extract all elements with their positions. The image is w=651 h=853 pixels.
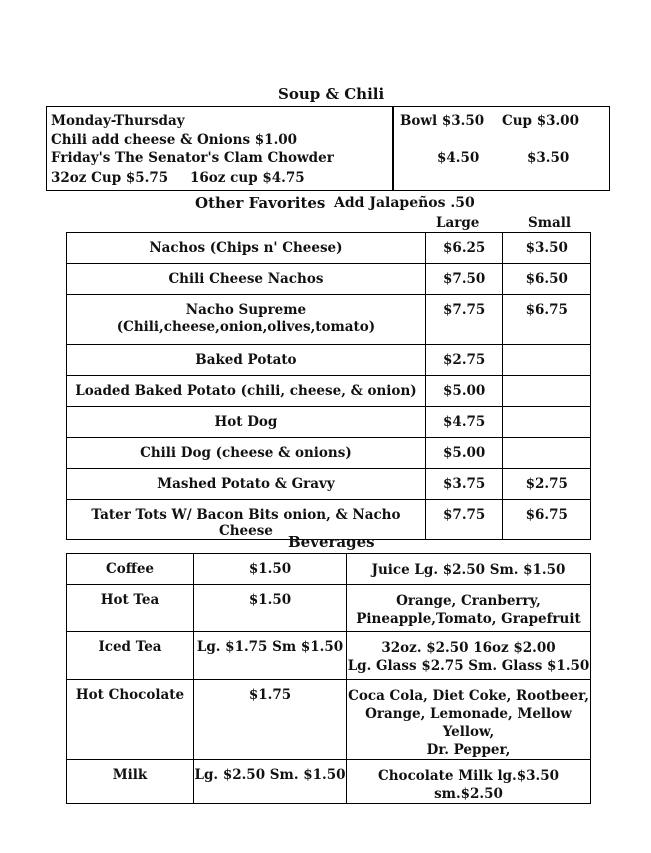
beverage-name-cell: Milk [67,760,194,804]
item-cell: Chili Dog (cheese & onions) [67,438,426,469]
item-cell: Chili Cheese Nachos [67,264,426,295]
soup-line-chowder: Friday's The Senator's Clam Chowder [51,150,334,166]
large-price-cell: $3.75 [425,469,503,500]
large-price-cell: $7.75 [425,295,503,345]
beverage-name-cell: Hot Chocolate [67,680,194,760]
large-price-cell: $6.25 [425,233,503,264]
small-price-cell: $6.75 [503,500,591,540]
beverage-price-cell: $1.75 [194,680,347,760]
beverage-details-cell: 32oz. $2.50 16oz $2.00 Lg. Glass $2.75 Sm. Glass $1.50 [347,632,591,680]
beverages-table [66,553,591,804]
col-header-large: Large [436,215,480,231]
beverage-details-cell: Chocolate Milk lg.$3.50 sm.$2.50 [347,760,591,804]
large-price-cell: $4.75 [425,407,503,438]
table-row [67,760,591,804]
item-cell: Nachos (Chips n' Cheese) [67,233,426,264]
beverages-title: Beverages [288,533,375,551]
large-price-cell: $7.75 [425,500,503,540]
beverage-name-cell: Iced Tea [67,632,194,680]
soup-line-days: Monday-Thursday [51,113,185,129]
table-row [67,345,591,376]
beverage-price-cell: Lg. $1.75 Sm $1.50 [194,632,347,680]
small-price-cell: $6.50 [503,264,591,295]
table-row [67,680,591,760]
table-row [67,407,591,438]
chowder-bowl-price: $4.50 [437,150,480,166]
item-cell: Mashed Potato & Gravy [67,469,426,500]
small-price-cell [503,345,591,376]
jalapeno-addon: Add Jalapeños .50 [334,195,475,211]
small-price-cell [503,376,591,407]
beverage-name-cell: Coffee [67,554,194,585]
table-row [67,469,591,500]
small-price-cell: $3.50 [503,233,591,264]
favorites-table [66,232,591,540]
table-row [67,585,591,632]
large-price-cell: $5.00 [425,376,503,407]
soup-line-chili-addon: Chili add cheese & Onions $1.00 [51,132,298,148]
soup-box-divider [392,106,394,191]
table-row [67,438,591,469]
table-row [67,264,591,295]
item-cell: Loaded Baked Potato (chili, cheese, & onion) [67,376,426,407]
large-price-cell: $2.75 [425,345,503,376]
soup-cup-price: Cup $3.00 [502,113,579,129]
small-price-cell: $6.75 [503,295,591,345]
beverage-name-cell: Hot Tea [67,585,194,632]
small-price-cell [503,407,591,438]
large-price-cell: $7.50 [425,264,503,295]
table-row [67,632,591,680]
table-row [67,376,591,407]
table-row [67,233,591,264]
chowder-cup-price: $3.50 [527,150,570,166]
item-cell: Tater Tots W/ Bacon Bits onion, & Nacho Cheese [67,500,426,540]
soup-bowl-price: Bowl $3.50 [400,113,485,129]
soup-line-cup32: 32oz Cup $5.75 [51,170,169,186]
large-price-cell: $5.00 [425,438,503,469]
beverage-price-cell: $1.50 [194,554,347,585]
item-cell: Baked Potato [67,345,426,376]
favorites-title: Other Favorites [195,194,326,212]
beverage-details-cell: Juice Lg. $2.50 Sm. $1.50 [347,554,591,585]
beverage-price-cell: $1.50 [194,585,347,632]
item-cell: Nacho Supreme (Chili,cheese,onion,olives,tomato) [67,295,426,345]
table-row [67,295,591,345]
col-header-small: Small [528,215,572,231]
item-subtext: (Chili,cheese,onion,olives,tomato) [116,319,376,335]
soup-line-cup16: 16oz cup $4.75 [190,170,305,186]
soup-chili-title: Soup & Chili [278,85,385,103]
beverage-price-cell: Lg. $2.50 Sm. $1.50 [194,760,347,804]
table-row [67,554,591,585]
beverage-details-cell: Coca Cola, Diet Coke, Rootbeer, Orange, Lemonade, Mellow Yellow, Dr. Pepper, [347,680,591,760]
item-cell: Hot Dog [67,407,426,438]
small-price-cell [503,438,591,469]
small-price-cell: $2.75 [503,469,591,500]
beverage-details-cell: Orange, Cranberry, Pineapple,Tomato, Grapefruit [347,585,591,632]
